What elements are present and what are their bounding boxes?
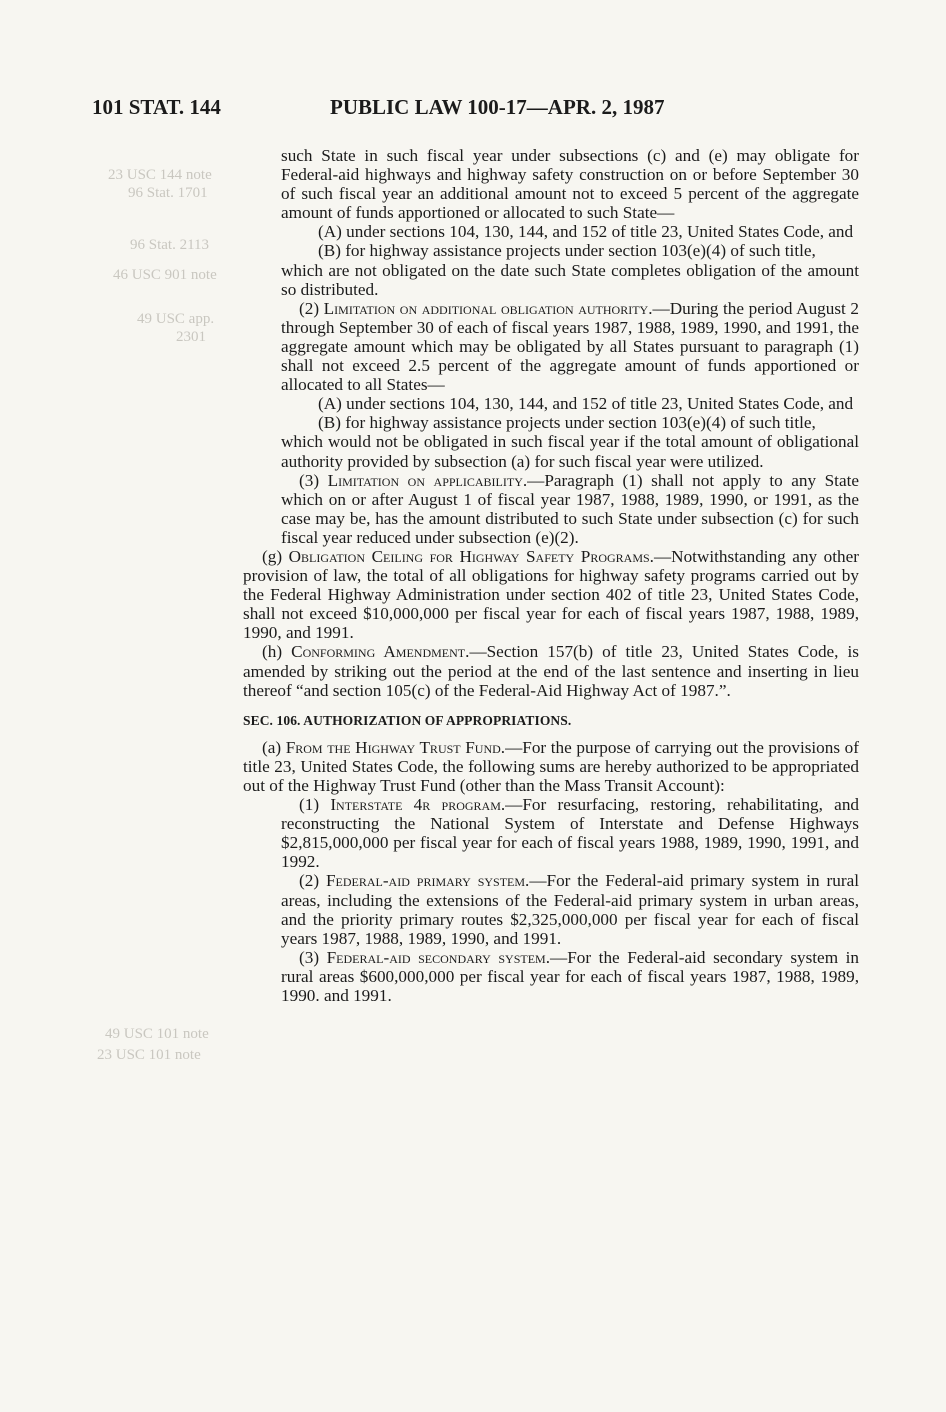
page-title: PUBLIC LAW 100-17—APR. 2, 1987 [330, 95, 665, 119]
page-stat-reference: 101 STAT. 144 [92, 95, 221, 119]
paragraph-number: (3) [299, 470, 320, 490]
paragraph-a2 [243, 871, 859, 947]
subsection-g [243, 547, 859, 642]
paragraph: such State in such fiscal year under subsections (c) and (e) may obligate for Federal-aid highways and highway safety construction on or before September 30 of such fiscal year an additional amount not to exceed 5 percent of the aggregate amount of funds apportioned or allocated to such State— [281, 146, 859, 223]
paragraph-heading: Federal-aid primary system. [325, 871, 530, 891]
paragraph-text: —For the Federal-aid primary system in rural areas, including the extensions of the Federal-aid primary system in urban areas, and the priority primary routes $2,325,000,000 per fiscal year for each of fiscal years 1987, 1988, 1989, 1990, and 1991. [281, 871, 859, 948]
paragraph-text: —For the Federal-aid secondary system in rural areas $600,000,000 per fiscal year for each of fiscal years 1987, 1988, 1989, 1990. and 1991. [281, 947, 859, 1006]
subparagraph-b: (B) for highway assistance projects under section 103(e)(4) of such title, [318, 413, 816, 433]
paragraph-number: (3) [299, 947, 320, 967]
paragraph-text: —During the period August 2 through September 30 of each of fiscal years 1987, 1988, 1989, 1990, and 1991, the aggregate amount which may be obligated by all States pursuant to paragraph (1) shall not exceed 2.5 percent of the aggregate amount of funds apportioned or allocated to all States— [281, 298, 860, 395]
subsection-letter: (g) [262, 546, 283, 566]
subsection-heading: Conforming Amendment. [291, 642, 470, 662]
paragraph-heading: Limitation on additional obligation authority. [323, 298, 653, 318]
paragraph-number: (2) [299, 298, 320, 318]
subsection-heading: From the Highway Trust Fund. [285, 737, 506, 757]
paragraph-a1 [243, 795, 859, 871]
subparagraph-a: (A) under sections 104, 130, 144, and 152 of title 23, United States Code, and [318, 394, 854, 414]
subsection-text: —For the purpose of carrying out the provisions of title 23, United States Code, the following sums are hereby authorized to be appropriated out of the Highway Trust Fund (other than the Mass Transit Account): [243, 737, 859, 795]
subparagraph-a: (A) under sections 104, 130, 144, and 152 of title 23, United States Code, and [318, 222, 854, 242]
paragraph-a3 [243, 948, 859, 1005]
subsection-letter: (h) [262, 642, 283, 662]
paragraph-3 [243, 471, 859, 547]
paragraph-text: —Paragraph (1) shall not apply to any State which on or after August 1 of fiscal year 1987, 1988, 1989, 1990, or 1991, as the case may be, has the amount distributed to such State under subsection (c) for such fiscal year reduced under subsection (e)(2). [281, 470, 859, 547]
paragraph-continuation: which are not obligated on the date such State completes obligation of the amount so distributed. [281, 260, 859, 299]
paragraph-heading: Limitation on applicability. [327, 470, 528, 490]
subsection-letter: (a) [262, 737, 282, 757]
paragraph-continuation: which would not be obligated in such fiscal year if the total amount of obligational authority provided by subsection (a) for such fiscal year were utilized. [281, 432, 859, 471]
paragraph-heading: Interstate 4r program. [330, 795, 506, 815]
paragraph-heading: Federal-aid secondary system. [326, 947, 551, 967]
paragraph-number: (1) [299, 795, 320, 815]
subsection-a [243, 738, 859, 795]
law-text-body [243, 146, 859, 1005]
section-heading: SEC. 106. AUTHORIZATION OF APPROPRIATIONS. [243, 712, 572, 728]
paragraph-2 [243, 299, 859, 394]
subsection-h [243, 642, 859, 699]
subsection-text: —Notwithstanding any other provision of law, the total of all obligations for highway safety programs carried out by the Federal Highway Administration under section 402 of title 23, United States Code, shall not exceed $10,000,000 per fiscal year for each of fiscal years 1987, 1988, 1989, 1990, and 1991. [243, 546, 859, 643]
paragraph-text: —For resurfacing, restoring, rehabilitating, and reconstructing the National System of Interstate and Defense Highways $2,815,000,000 per fiscal year for each of fiscal years 1988, 1989, 1990, 1991, and 1992. [281, 795, 860, 872]
subsection-heading: Obligation Ceiling for Highway Safety Programs. [288, 546, 654, 566]
subsection-text: —Section 157(b) of title 23, United States Code, is amended by striking out the period at the end of the last sentence and inserting in lieu thereof “and section 105(c) of the Federal-Aid Highway Act of 1987.”. [243, 642, 859, 700]
paragraph-number: (2) [299, 871, 320, 891]
subparagraph-b: (B) for highway assistance projects under section 103(e)(4) of such title, [318, 241, 816, 261]
